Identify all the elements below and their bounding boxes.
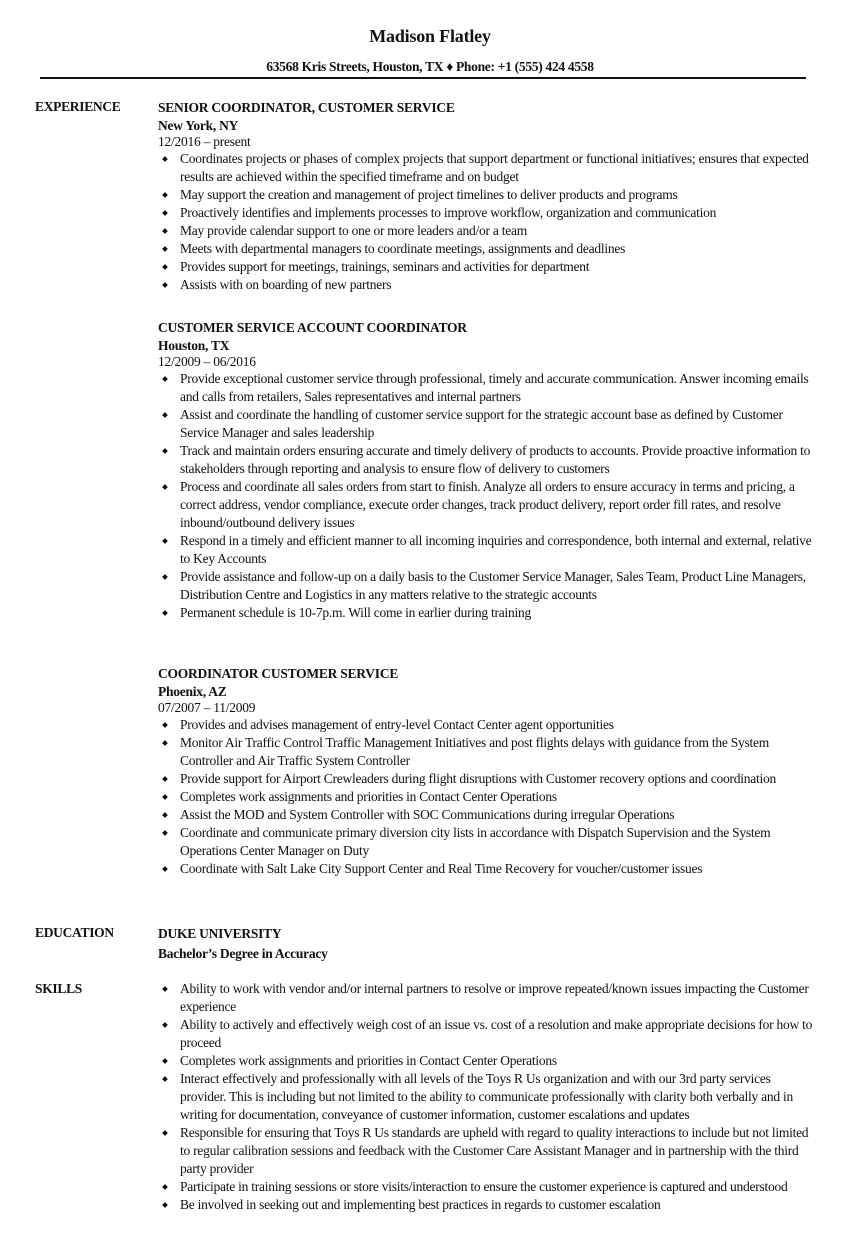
- job-location: Phoenix, AZ: [158, 684, 227, 699]
- list-item: Provide assistance and follow-up on a daily basis to the Customer Service Manager, Sales Team, Product Line Managers, Distribution Centre and Logistics in any matters relative to the strategic accounts: [180, 568, 818, 604]
- list-item: Responsible for ensuring that Toys R Us standards are upheld with regard to quality interactions to include but not limited to regular calibration sessions and feedback with the Customer Care Assistant Manager and in partnership with the third party provider: [180, 1124, 818, 1178]
- skills-list: [158, 980, 818, 1214]
- list-item: Coordinates projects or phases of complex projects that support department or functional initiatives; ensures that expected results are achieved within the specified timeframe and on budget: [180, 150, 818, 186]
- job-title: CUSTOMER SERVICE ACCOUNT COORDINATOR: [158, 320, 467, 335]
- job-title: COORDINATOR CUSTOMER SERVICE: [158, 666, 399, 681]
- job-dates: 12/2016 – present: [158, 134, 251, 149]
- list-item: Participate in training sessions or store visits/interaction to ensure the customer experience is captured and understood: [180, 1178, 818, 1196]
- job-location: New York, NY: [158, 118, 239, 133]
- list-item: Assists with on boarding of new partners: [180, 276, 818, 294]
- list-item: May support the creation and management of project timelines to deliver products and programs: [180, 186, 818, 204]
- list-item: Interact effectively and professionally with all levels of the Toys R Us organization and with our 3rd party services provider. This is including but not limited to the ability to communicate professionally with clarity both verbally and in writing for documentation, conveyance of customer information, customer escalations and updates: [180, 1070, 818, 1124]
- list-item: Proactively identifies and implements processes to improve workflow, organization and communication: [180, 204, 818, 222]
- skills-list-container: [158, 980, 818, 1214]
- list-item: Provides and advises management of entry-level Contact Center agent opportunities: [180, 716, 818, 734]
- job-location: Houston, TX: [158, 338, 230, 353]
- list-item: Monitor Air Traffic Control Traffic Management Initiatives and post flights delays with guidance from the System Controller and Air Traffic System Controller: [180, 734, 818, 770]
- header-divider: [40, 77, 806, 79]
- list-item: Ability to work with vendor and/or internal partners to resolve or improve repeated/known issues impacting the Customer experience: [180, 980, 818, 1016]
- list-item: Process and coordinate all sales orders from start to finish. Analyze all orders to ensure accuracy in terms and pricing, a correct address, vendor compliance, execute order changes, track product delivery, report order fill rates, and resolve inbound/outbound delivery issues: [180, 478, 818, 532]
- job-title: SENIOR COORDINATOR, CUSTOMER SERVICE: [158, 100, 455, 115]
- list-item: Meets with departmental managers to coordinate meetings, assignments and deadlines: [180, 240, 818, 258]
- candidate-name: Madison Flatley: [369, 26, 491, 46]
- list-item: Completes work assignments and priorities in Contact Center Operations: [180, 788, 818, 806]
- section-label-experience: EXPERIENCE: [35, 99, 121, 114]
- job-dates: 07/2007 – 11/2009: [158, 700, 256, 715]
- list-item: Assist and coordinate the handling of customer service support for the strategic account base as defined by Customer Service Manager and sales leadership: [180, 406, 818, 442]
- contact-line: 63568 Kris Streets, Houston, TX ♦ Phone: +1 (555) 424 4558: [266, 59, 594, 74]
- list-item: Permanent schedule is 10-7p.m. Will come in earlier during training: [180, 604, 818, 622]
- list-item: Coordinate with Salt Lake City Support Center and Real Time Recovery for voucher/customer issues: [180, 860, 818, 878]
- list-item: Completes work assignments and priorities in Contact Center Operations: [180, 1052, 818, 1070]
- list-item: May provide calendar support to one or more leaders and/or a team: [180, 222, 818, 240]
- education-entry: [158, 925, 818, 962]
- list-item: Be involved in seeking out and implementing best practices in regards to customer escalation: [180, 1196, 818, 1214]
- job-dates: 12/2009 – 06/2016: [158, 354, 256, 369]
- list-item: Ability to actively and effectively weigh cost of an issue vs. cost of a resolution and make appropriate decisions for how to proceed: [180, 1016, 818, 1052]
- job-entry: [158, 99, 818, 294]
- list-item: Respond in a timely and efficient manner to all incoming inquiries and correspondence, both internal and external, relative to Key Accounts: [180, 532, 818, 568]
- degree: Bachelor’s Degree in Accuracy: [158, 946, 328, 961]
- list-item: Assist the MOD and System Controller with SOC Communications during irregular Operations: [180, 806, 818, 824]
- list-item: Track and maintain orders ensuring accurate and timely delivery of products to accounts. Provide proactive information to stakeholders through reporting and analysis to ensure flow of delivery to customers: [180, 442, 818, 478]
- job-bullets: [158, 370, 818, 622]
- job-bullets: [158, 716, 818, 878]
- section-label-skills: SKILLS: [35, 981, 82, 996]
- list-item: Coordinate and communicate primary diversion city lists in accordance with Dispatch Supervision and the System Operations Center Manager on Duty: [180, 824, 818, 860]
- list-item: Provide exceptional customer service through professional, timely and accurate communication. Answer incoming emails and calls from retailers, Sales representatives and internal partners: [180, 370, 818, 406]
- job-bullets: [158, 150, 818, 294]
- job-entry: [158, 665, 818, 878]
- list-item: Provides support for meetings, trainings, seminars and activities for department: [180, 258, 818, 276]
- list-item: Provide support for Airport Crewleaders during flight disruptions with Customer recovery options and coordination: [180, 770, 818, 788]
- school-name: DUKE UNIVERSITY: [158, 926, 282, 941]
- job-entry: [158, 319, 818, 622]
- section-label-education: EDUCATION: [35, 925, 114, 940]
